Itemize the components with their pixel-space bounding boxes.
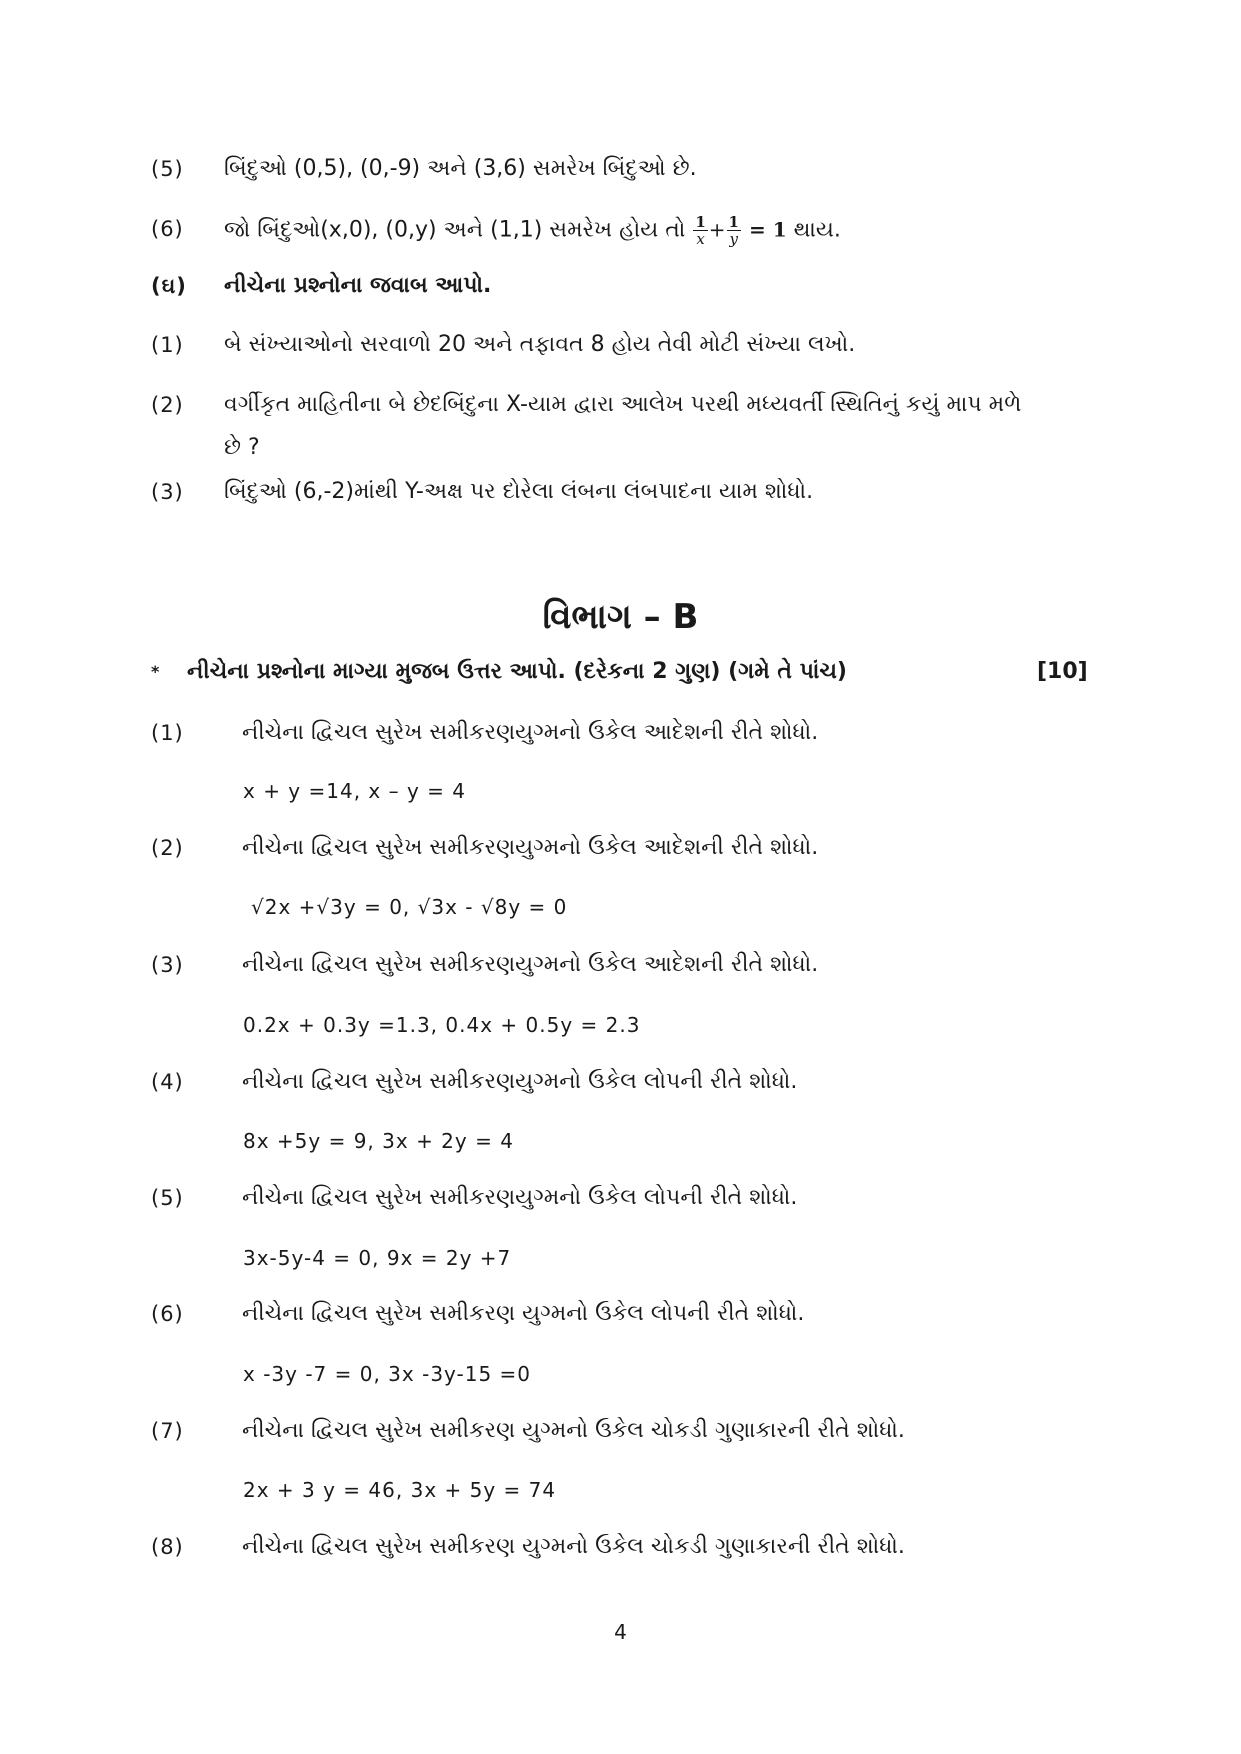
page-number: 4: [614, 1620, 627, 1644]
question-number: (6): [151, 217, 184, 241]
question-text: નીચેના દ્વિચલ સુરેખ સમીકરણયુગ્મનો ઉકેલ આદેશની રીતે શોધો.: [242, 720, 819, 745]
equation: x + y =14, x – y = 4: [243, 779, 467, 803]
marks-badge: [10]: [1037, 659, 1088, 684]
question-text-before: જો બિંદુઓ(x,0), (0,y) અને (1,1) સમરેખ હોય તો: [224, 217, 686, 243]
question-number: (8): [151, 1535, 184, 1559]
question-number: (4): [151, 1070, 184, 1094]
question-text: બિંદુઓ (0,5), (0,-9) અને (3,6) સમરેખ બિંદુઓ છે.: [224, 156, 697, 181]
question-text: નીચેના દ્વિચલ સુરેખ સમીકરણયુગ્મનો ઉકેલ લોપની રીતે શોધો.: [242, 1185, 798, 1210]
question-text: નીચેના દ્વિચલ સુરેખ સમીકરણ યુગ્મનો ઉકેલ ચોકડી ગુણાકારની રીતે શોધો.: [242, 1418, 905, 1443]
question-text: નીચેના દ્વિચલ સુરેખ સમીકરણયુગ્મનો ઉકેલ લોપની રીતે શોધો.: [242, 1069, 798, 1094]
question-text: [224, 214, 841, 247]
section-b-heading: વિભાગ – B: [542, 597, 699, 637]
equation: 2x + 3 y = 46, 3x + 5y = 74: [243, 1478, 557, 1502]
fraction-1-over-x: $\frac{1}{x}$: [695, 213, 706, 248]
bullet-star: *: [151, 662, 160, 681]
question-number: (3): [151, 480, 184, 504]
question-text: નીચેના દ્વિચલ સુરેખ સમીકરણ યુગ્મનો ઉકેલ ચોકડી ગુણાકારની રીતે શોધો.: [242, 1534, 905, 1559]
equation: x -3y -7 = 0, 3x -3y-15 =0: [243, 1362, 532, 1386]
question-number: (2): [151, 836, 184, 860]
question-text: નીચેના દ્વિચલ સુરેખ સમીકરણયુગ્મનો ઉકેલ આદેશની રીતે શોધો.: [242, 835, 819, 860]
question-number: (7): [151, 1419, 184, 1443]
plus-sign: +: [708, 217, 726, 242]
question-text-line1: વર્ગીકૃત માહિતીના બે છેદબિંદુના X-યામ દ્વારા આલેખ પરથી મધ્યવર્તી સ્થિતિનું કયું માપ મળે: [224, 392, 1022, 417]
section-title: નીચેના પ્રશ્નોના જવાબ આપો.: [224, 273, 492, 298]
equation: 0.2x + 0.3y =1.3, 0.4x + 0.5y = 2.3: [243, 1013, 641, 1037]
equation: √2x +√3y = 0, √3x - √8y = 0: [251, 895, 568, 919]
question-number: (5): [151, 1186, 184, 1210]
fraction-1-over-y: $\frac{1}{y}$: [728, 213, 739, 248]
question-number: (2): [151, 393, 184, 417]
question-text: નીચેના દ્વિચલ સુરેખ સમીકરણ યુગ્મનો ઉકેલ લોપની રીતે શોધો.: [242, 1301, 805, 1326]
instruction-text: નીચેના પ્રશ્નોના માગ્યા મુજબ ઉત્તર આપો. (દરેકના 2 ગુણ) (ગમે તે પાંચ): [187, 659, 847, 684]
question-text: બિંદુઓ (6,-2)માંથી Y-અક્ષ પર દોરેલા લંબના લંબપાદના યામ શોધો.: [224, 479, 814, 504]
question-text-line2: છે ?: [224, 435, 260, 460]
question-number: (3): [151, 953, 184, 977]
question-text: નીચેના દ્વિચલ સુરેખ સમીકરણયુગ્મનો ઉકેલ આદેશની રીતે શોધો.: [242, 952, 819, 977]
equation: 3x-5y-4 = 0, 9x = 2y +7: [243, 1246, 512, 1270]
equals-one: = 1: [748, 217, 787, 242]
section-number: (ઘ): [151, 274, 187, 298]
question-number: (6): [151, 1302, 184, 1326]
equation: 8x +5y = 9, 3x + 2y = 4: [243, 1129, 514, 1153]
question-number: (5): [151, 157, 184, 181]
question-number: (1): [151, 333, 184, 357]
question-text-after: થાય.: [793, 217, 841, 243]
question-number: (1): [151, 721, 184, 745]
question-text: બે સંખ્યાઓનો સરવાળો 20 અને તફાવત 8 હોય તેવી મોટી સંખ્યા લખો.: [224, 332, 856, 357]
